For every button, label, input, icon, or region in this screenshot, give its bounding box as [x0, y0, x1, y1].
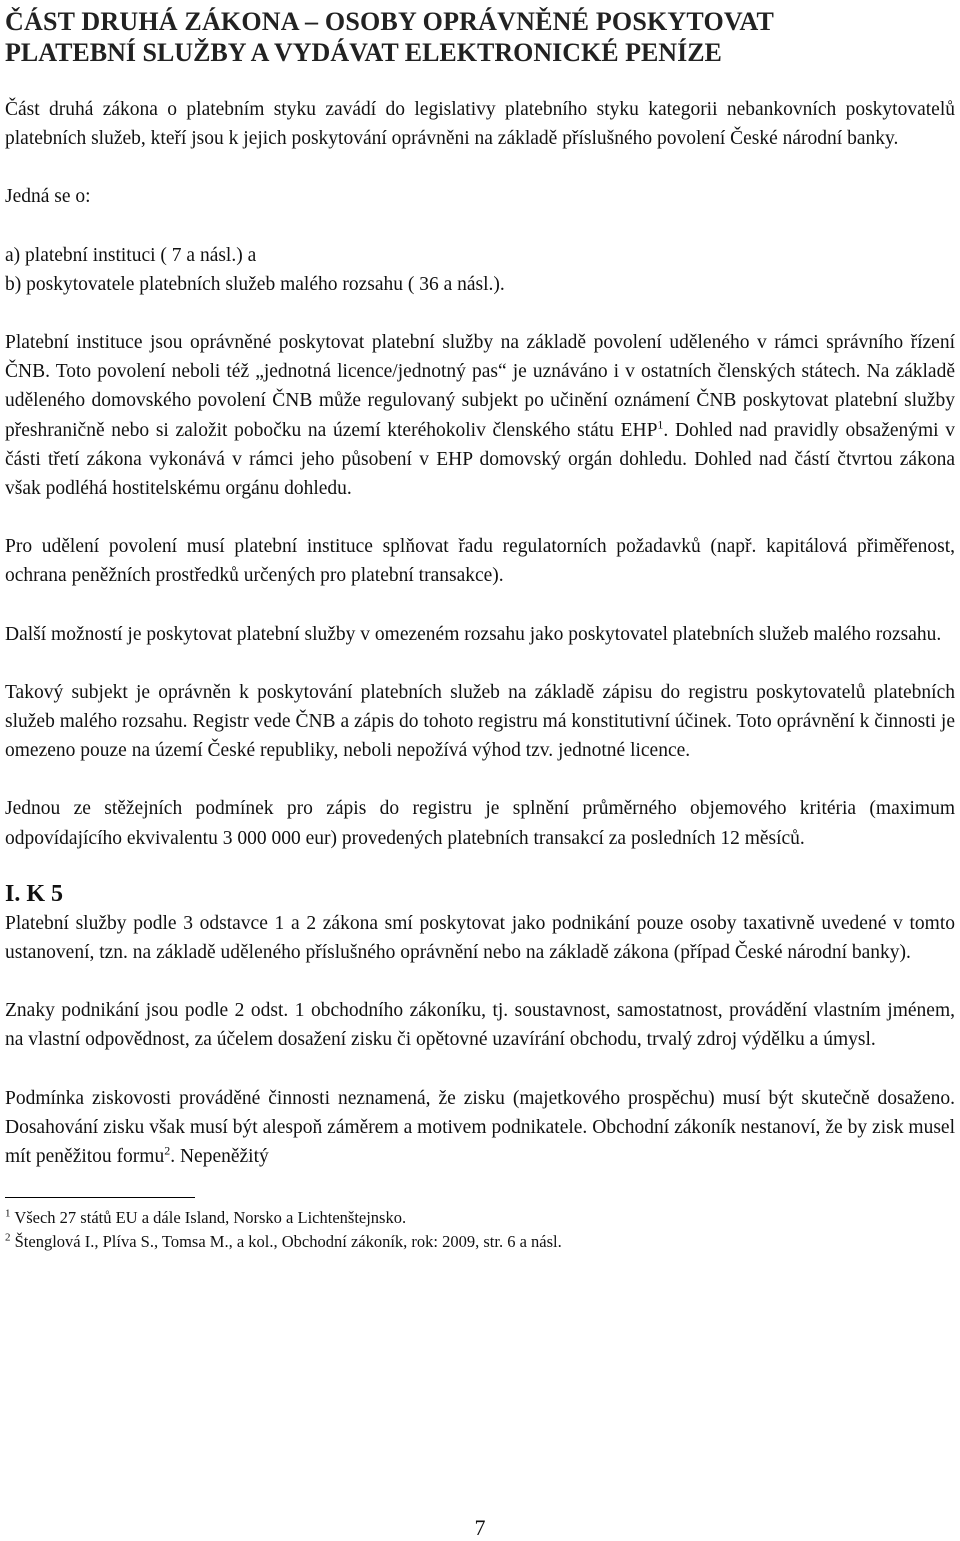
- chapter-heading-line2: PLATEBNÍ SLUŽBY A VYDÁVAT ELEKTRONICKÉ PENÍZE: [5, 38, 722, 67]
- footnote-ref-2: 2: [164, 1143, 171, 1158]
- paragraph-registr: Takový subjekt je oprávněn k poskytování platebních služeb na základě zápisu do registru poskytovatelů platebních služeb malého rozsahu. Registr vede ČNB a zápis do tohoto registru má konstitutivní účinek. Toto oprávnění k činnosti je omezeno pouze na území České republiky, neboli nepožívá výhod tzv. jednotné licence.: [5, 681, 955, 762]
- paragraph-text: . Dohled nad pravidly obsaženými v části třetí zákona vykonává v rámci jeho působení v EHP domovský orgán dohledu. Dohled nad částí čtvrtou zákona však podléhá hostitelskému orgánu dohledu.: [5, 419, 955, 500]
- paragraph-ziskovost: [5, 1084, 955, 1172]
- document-page: [5, 0, 955, 1254]
- section-heading: I. K 5: [5, 880, 64, 907]
- footnote-ref-1: 1: [657, 417, 664, 432]
- paragraph-text: Platební instituce jsou oprávněné poskytovat platební služby na základě povolení uděleného v rámci správního řízení ČNB. Toto povolení neboli též „jednotná licence/jednotný pas“ je uznáváno i v ostatních členských státech. Na základě uděleného domovského povolení ČNB může regulovaný subjekt po učinění oznámení ČNB poskytovat platební služby přeshraničně nebo si založit pobočku na území kteréhokoliv členského státu EHP: [5, 332, 955, 441]
- footnote-2: [5, 1230, 955, 1254]
- footnote-number: 2: [5, 1231, 11, 1244]
- intro-paragraph: Část druhá zákona o platebním styku zavádí do legislativy platebního styku kategorii nebankovních poskytovatelů platebních služeb, kteří jsou k jejich poskytování oprávněni na základě příslušného povolení České národní banky.: [5, 99, 955, 150]
- footnote-1: [5, 1206, 955, 1230]
- paragraph-povoleni: Pro udělení povolení musí platební instituce splňovat řadu regulatorních požadavků (např. kapitálová přiměřenost, ochrana peněžních prostředků určených pro platební transakce).: [5, 536, 955, 587]
- footnote-number: 1: [5, 1207, 11, 1220]
- page-number: 7: [474, 1515, 486, 1540]
- paragraph-platebni-sluzby: Platební služby podle 3 odstavce 1 a 2 zákona smí poskytovat jako podnikání pouze osoby taxativně uvedené v tomto ustanovení, tzn. na základě uděleného příslušného oprávnění nebo na základě zákona (případ České národní banky).: [5, 912, 955, 964]
- list-item-a: a) platební instituci ( 7 a násl.) a: [5, 244, 257, 266]
- footnote-divider: [5, 1197, 195, 1198]
- paragraph-kriterium: Jednou ze stěžejních podmínek pro zápis do registru je splnění průměrného objemového kritéria (maximum odpovídajícího ekvivalentu 3 000 000 eur) provedených platebních transakcí za posledních 12 měsíců.: [5, 798, 955, 849]
- paragraph-platebni-instituce: [5, 328, 955, 503]
- list-intro: Jedná se o:: [5, 186, 91, 208]
- paragraph-omezeny-rozsah: Další možností je poskytovat platební služby v omezeném rozsahu jako poskytovatel platebních služeb malého rozsahu.: [5, 623, 942, 645]
- chapter-heading-line1: ČÁST DRUHÁ ZÁKONA – OSOBY OPRÁVNĚNÉ POSKYTOVAT: [5, 7, 775, 36]
- footnote-text: Štenglová I., Plíva S., Tomsa M., a kol., Obchodní zákoník, rok: 2009, str. 6 a násl.: [10, 1232, 562, 1252]
- paragraph-znaky-podnikani: Znaky podnikání jsou podle 2 odst. 1 obchodního zákoníku, tj. soustavnost, samostatnost, provádění vlastním jménem, na vlastní odpovědnost, za účelem dosažení zisku či opětovné uzavírání obchodu, trvalý zdroj výdělku a úmysl.: [5, 1000, 955, 1051]
- paragraph-text: . Nepeněžitý: [170, 1146, 269, 1168]
- list-item-b: b) poskytovatele platebních služeb malého rozsahu ( 36 a násl.).: [5, 273, 505, 295]
- paragraph-text: Podmínka ziskovosti prováděné činnosti neznamená, že zisku (majetkového prospěchu) musí být skutečně dosaženo. Dosahování zisku však musí být alespoň záměrem a motivem podnikatele. Obchodní zákoník nestanoví, že by zisk musel mít peněžitou formu: [5, 1087, 955, 1168]
- footnote-text: Všech 27 států EU a dále Island, Norsko a Lichtenštejnsko.: [10, 1208, 407, 1228]
